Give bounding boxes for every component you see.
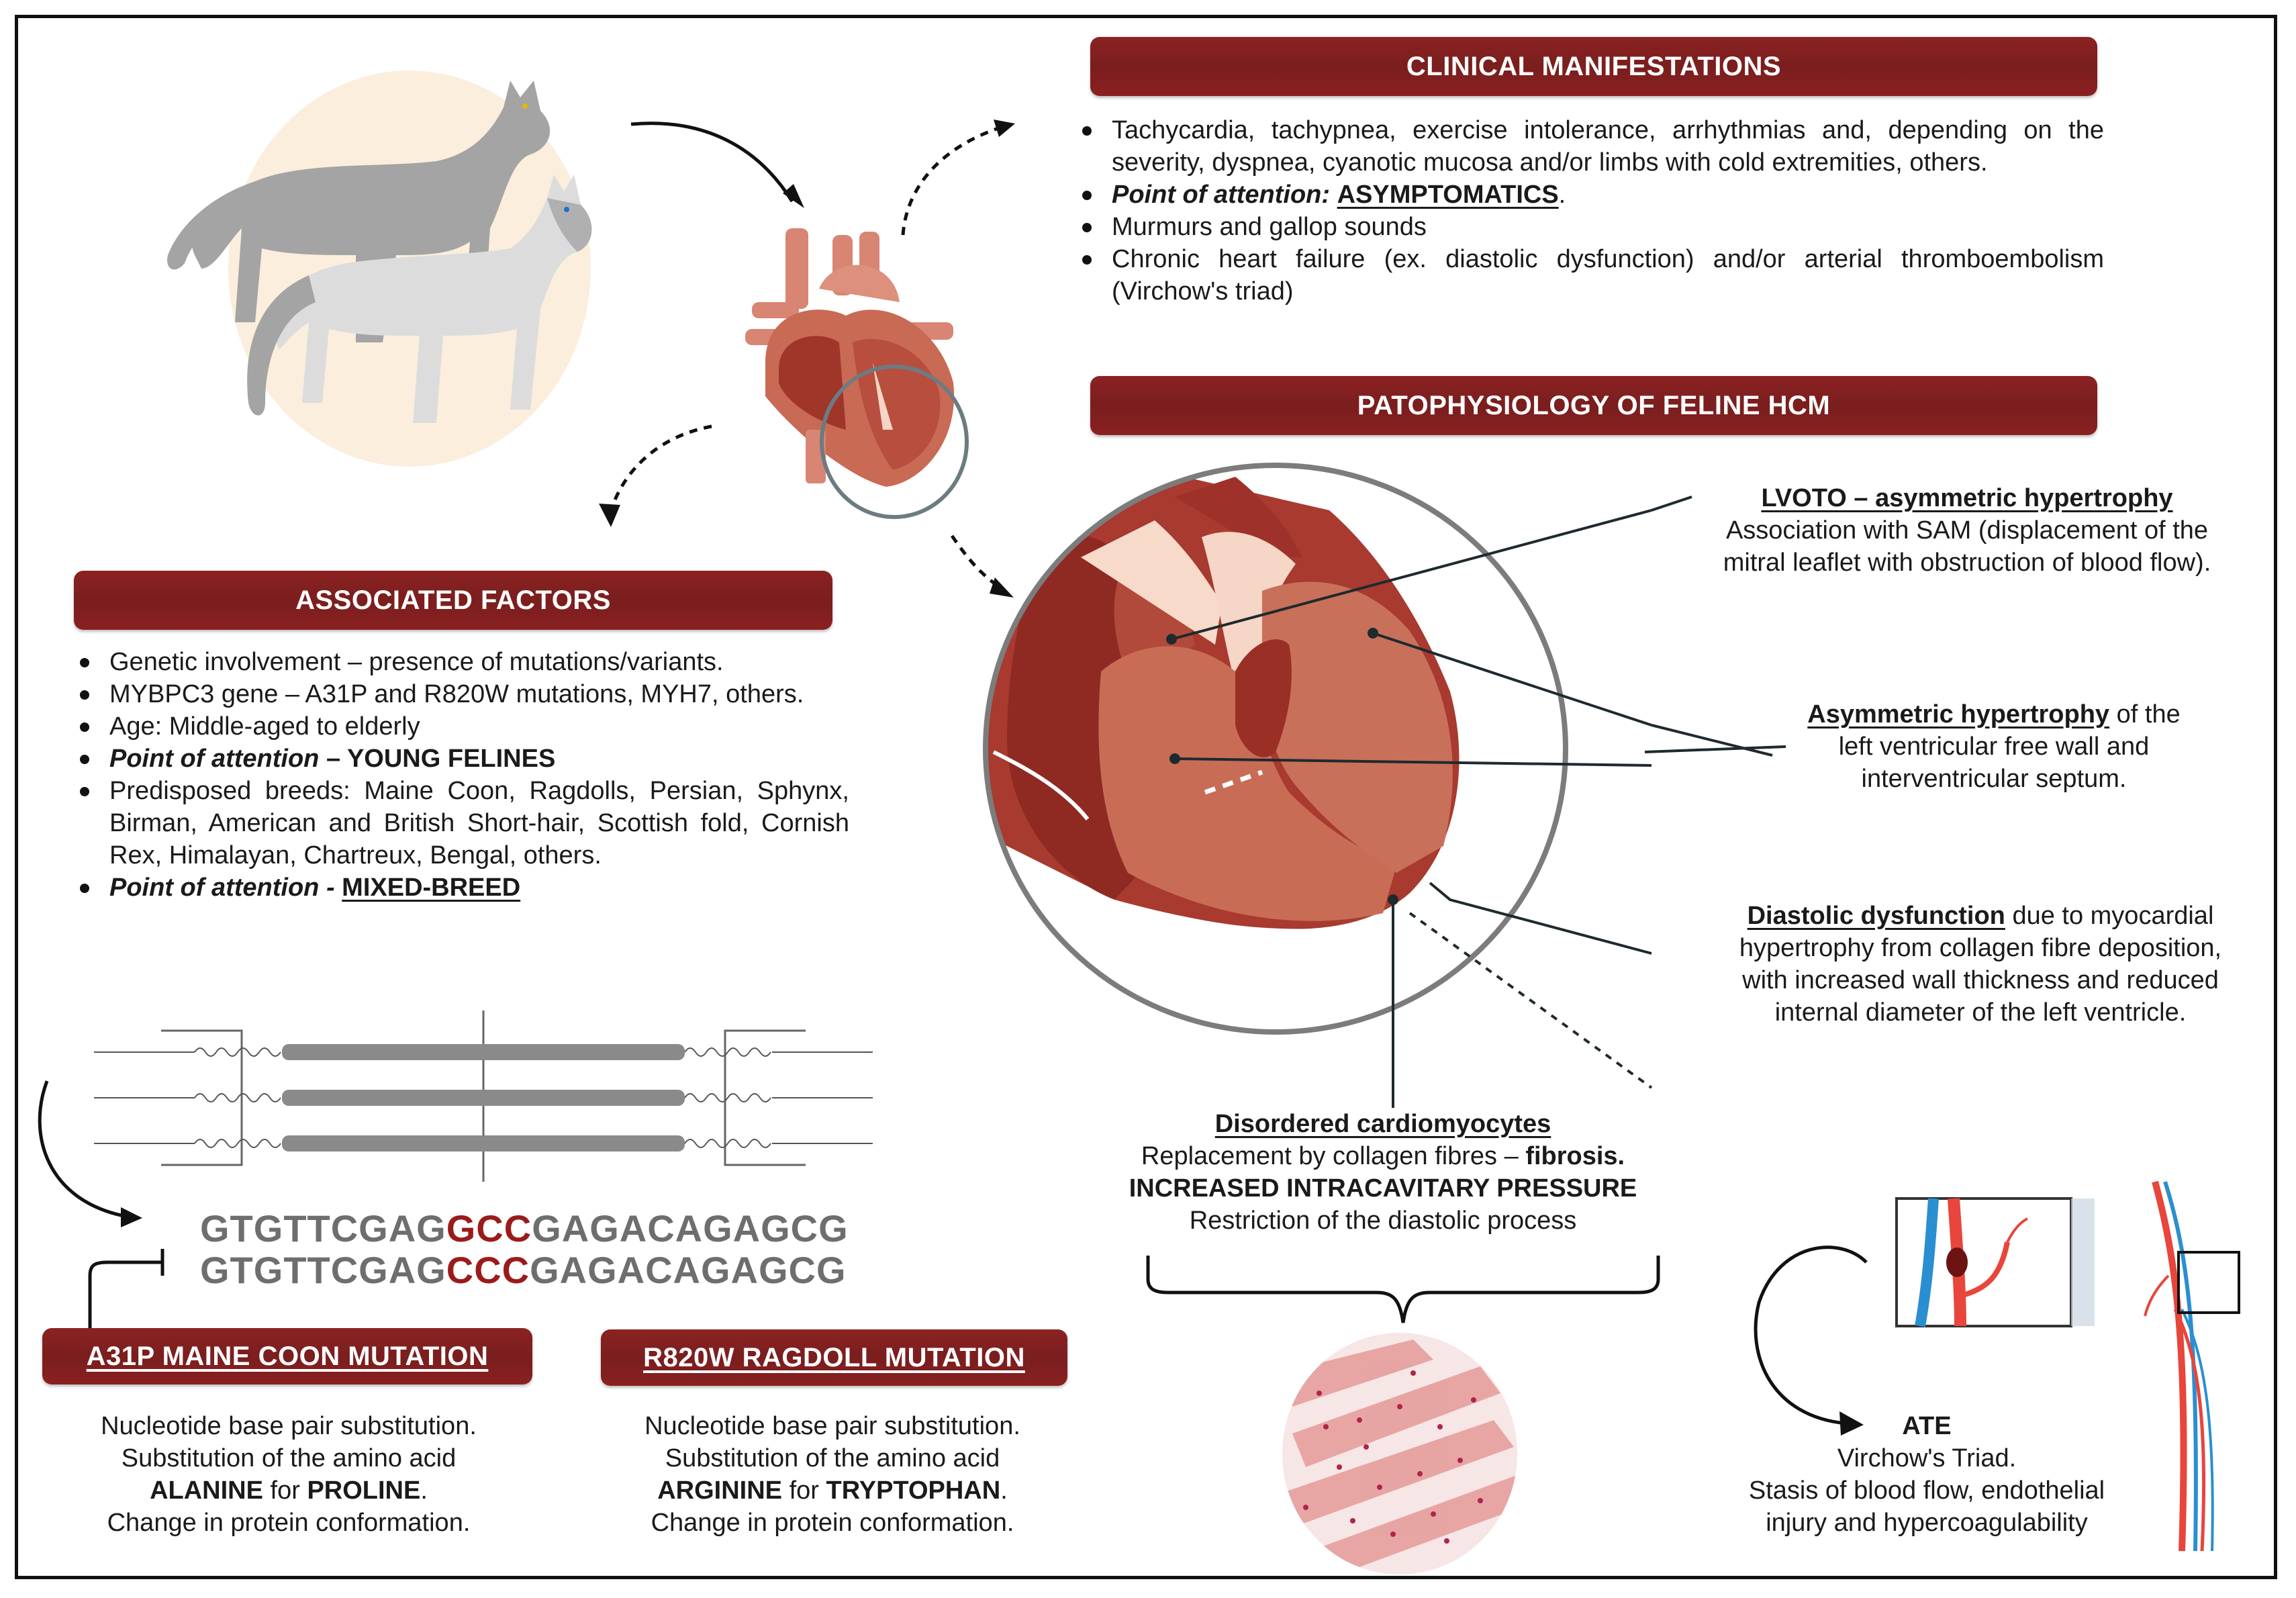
desc-line: Nucleotide base pair substitution.: [644, 1412, 1020, 1440]
lvoto-title: LVOTO – asymmetric hypertrophy: [1761, 484, 2173, 512]
asym-rest: of the: [2109, 700, 2181, 728]
clinical-list: [1073, 114, 2104, 308]
asym-body: left ventricular free wall and: [1838, 733, 2150, 761]
asym-title-line: [1719, 698, 2269, 731]
amino-acid-from: ALANINE: [150, 1476, 263, 1505]
seq-suffix: GAGACAGAGCG: [532, 1207, 849, 1250]
factor-item: Genetic involvement – presence of mutations/variants.: [70, 646, 849, 678]
asymmetric-hypertrophy-annotation: [1719, 698, 2269, 795]
factor-attention-young: [70, 743, 849, 775]
disord-body: Restriction of the diastolic process: [1189, 1207, 1577, 1235]
histology-fibrosis-image: [1279, 1333, 1521, 1561]
dna-sequence-mutant: [200, 1249, 847, 1292]
thromboembolism-inset: [1893, 1195, 2095, 1329]
clinical-header-label: CLINICAL MANIFESTATIONS: [1406, 51, 1782, 81]
desc-line: Substitution of the amino acid: [121, 1444, 457, 1472]
asym-body: interventricular septum.: [1861, 765, 2127, 793]
asym-title: Asymmetric hypertrophy: [1807, 700, 2110, 728]
factor-attention-mixed: [70, 872, 849, 904]
magnified-heart-section: [980, 470, 1652, 1074]
amino-acid-from: ARGININE: [657, 1476, 783, 1505]
disord-title: Disordered cardiomyocytes: [1214, 1110, 1551, 1138]
inhibition-connector: [81, 1256, 175, 1329]
seq-suffix: GAGACAGAGCG: [530, 1249, 847, 1291]
disordered-cardiomyocytes-annotation: [1088, 1108, 1678, 1237]
attention-value: – YOUNG FELINES: [319, 745, 556, 773]
ate-title: ATE: [1902, 1412, 1952, 1440]
desc-line: ALANINE for PROLINE.: [150, 1476, 428, 1505]
attention-suffix: .: [1558, 181, 1566, 209]
fibrosis-label: fibrosis.: [1525, 1142, 1625, 1170]
factor-item: MYBPC3 gene – A31P and R820W mutations, MYH7, others.: [70, 678, 849, 710]
attention-label: Point of attention: [109, 745, 320, 773]
arrow-heart-to-factors: [577, 416, 725, 530]
diast-title-line: [1678, 900, 2283, 932]
seq-prefix: GTGTTCGAG: [200, 1249, 446, 1291]
amino-acid-to: PROLINE: [307, 1476, 421, 1505]
desc-line: ARGININE for TRYPTOPHAN.: [657, 1476, 1008, 1505]
ate-body: Virchow's Triad.: [1837, 1444, 2017, 1472]
attention-label: Point of attention:: [1112, 181, 1331, 209]
clinical-item: Tachycardia, tachypnea, exercise intolerance, arrhythmias and, depending on the severity, dyspnea, cyanotic mucosa and/or limbs with cold extremities, others.: [1073, 114, 2104, 179]
sarcomere-illustration: [94, 1010, 873, 1185]
associated-header-label: ASSOCIATED FACTORS: [295, 585, 611, 615]
factor-item: Predisposed breeds: Maine Coon, Ragdolls, Persian, Sphynx, Birman, American and British Short-hair, Scottish fold, Cornish Rex, Himalayan, Chartreux, Bengal, others.: [70, 775, 849, 872]
r820w-mutation-header: [601, 1329, 1067, 1386]
arrow-cats-to-heart: [624, 114, 812, 215]
ate-body: Stasis of blood flow, endothelial: [1748, 1476, 2105, 1505]
a31p-mutation-header: [42, 1328, 532, 1384]
curly-brace: [1141, 1252, 1665, 1326]
ate-body: injury and hypercoagulability: [1766, 1509, 2088, 1537]
associated-factors-header: [74, 571, 832, 630]
disord-line: [1088, 1140, 1678, 1172]
arrow-heart-to-clinical: [893, 114, 1027, 248]
disord-body: Replacement by collagen fibres –: [1141, 1142, 1526, 1170]
ate-annotation: [1692, 1410, 2162, 1539]
lvoto-body: Association with SAM (displacement of the: [1725, 516, 2209, 545]
amino-acid-to: TRYPTOPHAN: [826, 1476, 1001, 1505]
attention-value: MIXED-BREED: [342, 874, 521, 902]
dna-sequence-wildtype: [200, 1207, 849, 1250]
clinical-manifestations-header: [1090, 37, 2097, 96]
seq-mutation: GCC: [446, 1207, 532, 1250]
seq-mutation: CCC: [446, 1249, 530, 1291]
diast-title: Diastolic dysfunction: [1747, 902, 2005, 930]
associated-list: [70, 646, 849, 904]
desc-line: Change in protein conformation.: [651, 1509, 1014, 1537]
patho-header-label: PATOPHYSIOLOGY OF FELINE HCM: [1357, 390, 1831, 420]
patophysiology-header: [1090, 376, 2097, 435]
a31p-header-label: A31P MAINE COON MUTATION: [86, 1341, 489, 1371]
lvoto-body: mitral leaflet with obstruction of blood flow).: [1723, 549, 2211, 577]
pressure-label: INCREASED INTRACAVITARY PRESSURE: [1129, 1174, 1637, 1203]
cats-illustration: [154, 54, 638, 470]
desc-line: Substitution of the amino acid: [665, 1444, 1000, 1472]
attention-label: Point of attention: [109, 874, 320, 902]
clinical-item: Chronic heart failure (ex. diastolic dysfunction) and/or arterial thromboembolism (Virchow's triad): [1073, 243, 2104, 308]
attention-sep: -: [319, 874, 342, 902]
diast-rest: due to myocardial: [2005, 902, 2214, 930]
a31p-description: [40, 1410, 537, 1539]
for-word: for: [262, 1476, 307, 1505]
for-word: for: [782, 1476, 826, 1505]
desc-line: Nucleotide base pair substitution.: [101, 1412, 477, 1440]
lvoto-annotation: [1652, 482, 2283, 579]
diast-body: hypertrophy from collagen fibre deposition,: [1739, 934, 2222, 962]
diastolic-dysfunction-annotation: [1678, 900, 2283, 1029]
r820w-header-label: R820W RAGDOLL MUTATION: [643, 1342, 1025, 1372]
seq-prefix: GTGTTCGAG: [200, 1207, 446, 1250]
arrow-sarcomere-to-dna: [27, 1074, 148, 1235]
diast-body: internal diameter of the left ventricle.: [1774, 998, 2187, 1027]
clinical-item: Murmurs and gallop sounds: [1073, 211, 2104, 243]
desc-line: Change in protein conformation.: [107, 1509, 471, 1537]
magnifier-circle: [819, 363, 973, 524]
factor-item: Age: Middle-aged to elderly: [70, 710, 849, 743]
r820w-description: [584, 1410, 1081, 1539]
diast-body: with increased wall thickness and reduced: [1742, 966, 2219, 994]
attention-value: ASYMPTOMATICS: [1337, 181, 1559, 209]
clinical-attention-item: [1073, 179, 2104, 211]
